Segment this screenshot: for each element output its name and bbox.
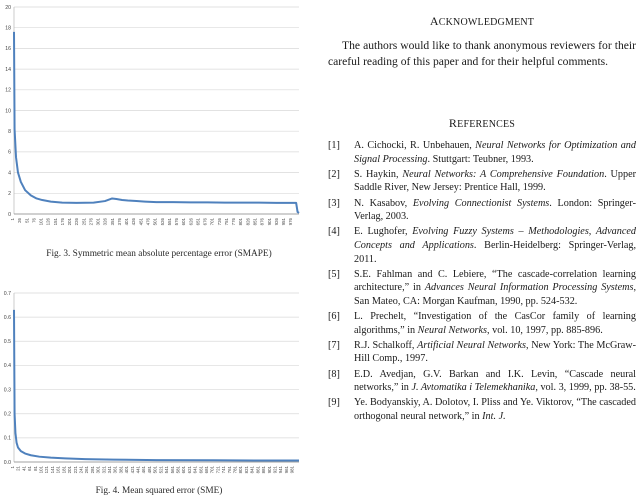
x-tick-label: 176 [59, 218, 65, 226]
y-tick-label: 0.1 [3, 435, 11, 442]
x-tick-label: 426 [131, 218, 137, 226]
x-tick-label: 476 [145, 218, 151, 226]
x-tick-label: 181 [61, 466, 67, 474]
y-tick-label: 20 [5, 4, 11, 11]
x-tick-label: 301 [95, 466, 101, 474]
x-tick-label: 201 [67, 218, 73, 226]
y-tick-label: 18 [5, 25, 11, 32]
x-tick-label: 601 [181, 466, 187, 474]
x-tick-label: 676 [202, 218, 208, 226]
left-column [0, 0, 318, 498]
x-tick-label: 226 [74, 218, 80, 226]
x-tick-label: 751 [223, 218, 229, 226]
reference-text: R.J. Schalkoff, Artificial Neural Networks, New York: The McGraw-Hill Comp., 1997. [354, 339, 636, 365]
reference-text: L. Prechelt, “Investigation of the CasCor family of learning algorithms,” in Neural Networks, vol. 10, 1997, pp. 885-896. [354, 311, 636, 336]
y-tick-label: 0.0 [3, 459, 11, 466]
y-tick-label: 10 [5, 108, 11, 115]
x-tick-label: 501 [152, 466, 158, 474]
y-tick-label: 0.3 [3, 387, 11, 394]
x-tick-label: 81 [32, 466, 38, 471]
x-tick-label: 861 [255, 466, 261, 474]
x-tick-label: 526 [159, 218, 165, 226]
reference-text: E.D. Avedjan, G.V. Barkan and I.K. Levin, “Cascade neural networks,” in J. Avtomatika i Telemekhanika, vol. 3, 1999, pp. 38-55. [354, 368, 636, 394]
reference-number: [8] [328, 368, 340, 380]
y-tick-label: 0 [8, 211, 11, 218]
x-tick-label: 961 [283, 466, 289, 474]
x-tick-label: 801 [238, 466, 244, 474]
y-tick-label: 4 [8, 170, 11, 177]
y-tick-label: 14 [5, 66, 11, 73]
x-tick-label: 501 [152, 218, 158, 226]
reference-item [328, 310, 636, 337]
right-column [328, 0, 636, 498]
reference-number: [9] [328, 397, 340, 409]
x-tick-label: 701 [209, 466, 215, 474]
fig3-caption: Fig. 3. Symmetric mean absolute percentage error (SMAPE) [46, 249, 272, 259]
x-tick-label: 651 [195, 218, 201, 226]
x-tick-label: 76 [31, 218, 37, 223]
y-tick-label: 0.5 [3, 339, 11, 346]
x-tick-label: 726 [216, 218, 222, 226]
x-tick-label: 121 [44, 466, 50, 474]
x-tick-label: 261 [84, 466, 90, 474]
x-tick-label: 821 [243, 466, 249, 474]
x-tick-label: 381 [118, 466, 124, 474]
acknowledgment-text: The authors would like to thank anonymous reviewers for their careful reading of this paper and for their helpful comments. [328, 39, 636, 69]
x-tick-label: 126 [45, 218, 51, 226]
x-tick-label: 361 [112, 466, 118, 474]
x-tick-label: 1 [10, 218, 15, 221]
chart-background [0, 287, 318, 477]
x-tick-label: 826 [245, 217, 251, 226]
reference-item [328, 139, 636, 166]
y-tick-label: 16 [5, 46, 11, 53]
reference-number: [1] [328, 140, 340, 151]
sme-chart [0, 287, 318, 477]
x-tick-label: 681 [203, 466, 209, 474]
x-tick-label: 551 [166, 218, 172, 226]
x-tick-label: 981 [289, 466, 295, 474]
x-tick-label: 421 [129, 466, 135, 474]
x-tick-label: 451 [138, 218, 144, 226]
x-tick-label: 951 [281, 218, 287, 226]
x-tick-label: 626 [188, 218, 194, 226]
reference-item [328, 168, 636, 195]
y-tick-label: 0.6 [3, 314, 11, 321]
reference-number: [6] [328, 311, 340, 323]
x-tick-label: 341 [106, 466, 112, 474]
x-tick-label: 41 [21, 466, 27, 471]
x-tick-label: 21 [15, 466, 21, 471]
y-tick-label: 0.2 [3, 411, 11, 418]
x-tick-label: 841 [249, 466, 255, 474]
x-tick-label: 776 [231, 218, 237, 226]
x-tick-label: 581 [175, 466, 181, 474]
reference-text: Ye. Bodyanskiy, A. Dolotov, I. Pliss and Ye. Viktorov, “The cascaded orthogonal neural network,” in Int. J. [354, 397, 636, 423]
x-tick-label: 401 [124, 218, 130, 226]
x-tick-label: 761 [226, 466, 232, 474]
y-tick-label: 2 [8, 191, 11, 198]
x-tick-label: 781 [232, 466, 238, 474]
x-tick-label: 241 [78, 466, 84, 474]
x-tick-label: 601 [181, 218, 187, 226]
x-tick-label: 221 [72, 466, 78, 474]
reference-number: [4] [328, 226, 340, 238]
x-tick-label: 701 [209, 218, 215, 226]
reference-text: N. Kasabov, Evolving Connectionist Systems. London: Springer-Verlag, 2003. [354, 197, 637, 223]
x-tick-label: 161 [55, 466, 61, 474]
reference-number: [7] [328, 339, 340, 351]
x-tick-label: 61 [27, 466, 33, 471]
references-heading: REFERENCES [448, 116, 516, 130]
x-tick-label: 721 [215, 466, 221, 474]
x-tick-label: 101 [38, 466, 44, 474]
x-tick-label: 541 [164, 466, 170, 474]
y-tick-label: 0.7 [3, 290, 11, 297]
x-tick-label: 876 [259, 218, 265, 226]
reference-text: A. Cichocki, R. Unbehauen, Neural Networks for Optimization and Signal Processing. Stuttgart: Teubner, 1993. [354, 140, 636, 165]
x-tick-label: 151 [52, 218, 58, 226]
reference-number: [2] [328, 168, 340, 180]
x-tick-label: 461 [141, 466, 147, 474]
reference-item [328, 368, 636, 395]
x-tick-label: 376 [116, 218, 122, 226]
reference-text: S. Haykin, Neural Networks: A Comprehensive Foundation. Upper Saddle River, New Jersey: Prentice Hall, 1999. [354, 168, 637, 194]
x-tick-label: 51 [24, 218, 30, 223]
x-tick-label: 351 [109, 218, 115, 226]
reference-item [328, 396, 636, 423]
smape-chart [0, 0, 318, 232]
reference-text: E. Lughofer, Evolving Fuzzy Systems – Methodologies, Advanced Concepts and Applications. Berlin-Heidelberg: Springer-Verlag, 2011. [354, 226, 637, 265]
x-tick-label: 281 [89, 466, 95, 474]
x-tick-label: 661 [198, 466, 204, 474]
x-tick-label: 976 [288, 218, 294, 226]
acknowledgment-heading: ACKNOWLEDGMENT [429, 14, 535, 28]
y-tick-label: 8 [8, 129, 11, 135]
x-tick-label: 921 [272, 466, 278, 474]
x-tick-label: 1 [10, 466, 15, 469]
reference-number: [5] [328, 268, 340, 280]
x-tick-label: 926 [273, 218, 279, 226]
reference-item [328, 225, 636, 266]
x-tick-label: 801 [238, 218, 244, 226]
x-tick-label: 401 [124, 466, 130, 474]
x-tick-label: 621 [186, 466, 192, 474]
y-tick-label: 6 [8, 149, 11, 156]
x-tick-label: 201 [67, 466, 73, 474]
x-tick-label: 141 [49, 466, 55, 474]
x-tick-label: 576 [174, 218, 180, 226]
x-tick-label: 101 [38, 218, 44, 226]
x-tick-label: 321 [101, 466, 107, 474]
x-tick-label: 881 [261, 466, 267, 474]
x-tick-label: 561 [169, 466, 175, 474]
x-tick-label: 941 [278, 466, 284, 474]
x-tick-label: 901 [266, 466, 272, 474]
x-tick-label: 276 [88, 218, 94, 226]
x-tick-label: 521 [158, 466, 164, 474]
chart-background [0, 0, 318, 232]
x-tick-label: 251 [81, 218, 87, 226]
x-tick-label: 441 [135, 466, 141, 474]
reference-item [328, 197, 636, 224]
reference-list [328, 139, 636, 425]
reference-item [328, 339, 636, 366]
x-tick-label: 26 [17, 218, 23, 223]
x-tick-label: 641 [192, 466, 198, 474]
y-tick-label: 0.4 [3, 363, 11, 370]
reference-text: S.E. Fahlman and C. Lebiere, “The cascade-correlation learning architecture,” in Advances Neural Information Processing Systems, San Mateo, CA: Morgan Kaufman, 1990, pp. 524-532. [354, 268, 636, 307]
x-tick-label: 326 [102, 218, 108, 226]
x-tick-label: 851 [252, 218, 258, 226]
y-tick-label: 12 [5, 87, 11, 94]
fig4-caption: Fig. 4. Mean squared error (SME) [95, 486, 223, 496]
x-tick-label: 901 [266, 218, 272, 226]
x-tick-label: 741 [221, 466, 227, 474]
reference-number: [3] [328, 197, 340, 209]
x-tick-label: 481 [146, 466, 152, 474]
x-tick-label: 301 [95, 218, 101, 226]
reference-item [328, 268, 636, 309]
